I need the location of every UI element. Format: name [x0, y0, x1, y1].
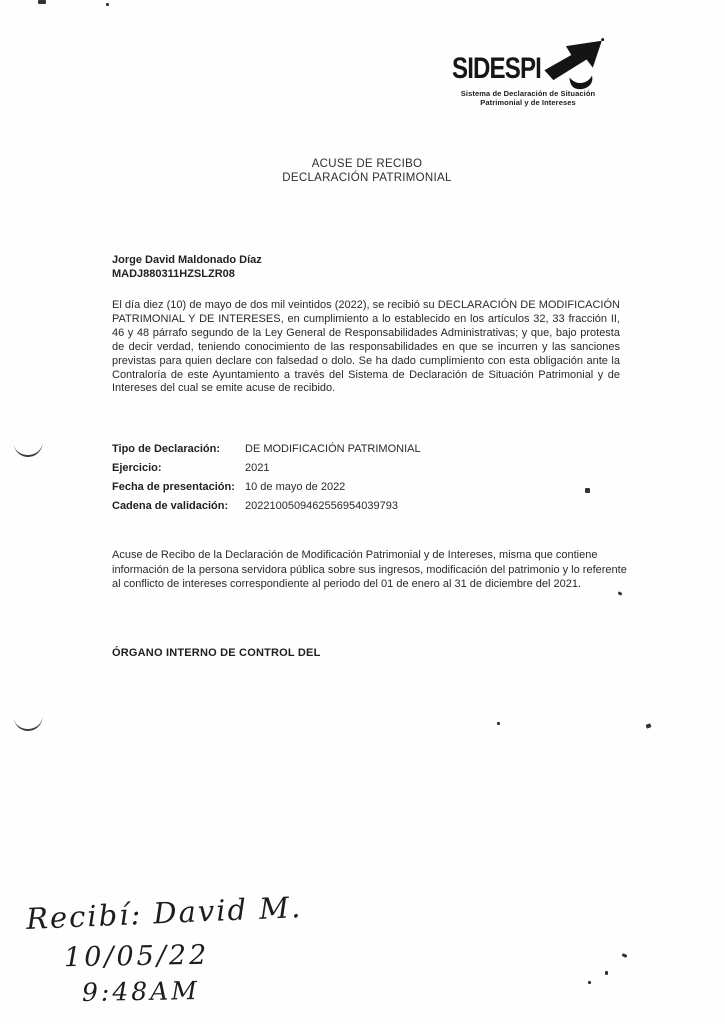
- arrow-up-right-icon: [542, 38, 606, 90]
- scan-speck: [38, 0, 46, 4]
- scan-speck: [605, 971, 608, 975]
- field-value: 2021: [245, 462, 270, 474]
- declaration-fields: [112, 440, 421, 516]
- title-line1: ACUSE DE RECIBO: [311, 158, 423, 170]
- logo-tagline-line2: Patrimonial y de Intereses: [480, 98, 576, 107]
- field-tipo-declaracion: [112, 440, 421, 459]
- field-fecha-presentacion: [112, 478, 421, 497]
- logo-tagline: [446, 89, 610, 107]
- pen-mark-arc: [13, 439, 43, 458]
- issuing-office-line: ÓRGANO INTERNO DE CONTROL DEL: [112, 647, 321, 659]
- summary-paragraph: Acuse de Recibo de la Declaración de Modificación Patrimonial y de Intereses, misma que contiene información de la persona servidora pública sobre sus ingresos, modificación del patrimonio y lo referente al conflicto de intereses correspondiente al periodo del 01 de enero al 31 de diciembre del 2021.: [112, 549, 627, 591]
- field-cadena-validacion: [112, 497, 421, 516]
- sidespi-logo: [446, 40, 610, 107]
- field-label: Ejercicio:: [112, 462, 162, 474]
- field-ejercicio: [112, 459, 421, 478]
- title-line2: DECLARACIÓN PATRIMONIAL: [282, 171, 452, 184]
- scan-speck: [588, 981, 591, 984]
- logo-brand-text: SIDESPI: [452, 52, 541, 85]
- field-label: Tipo de Declaración:: [112, 443, 220, 455]
- scan-speck: [106, 3, 109, 6]
- scan-speck: [618, 591, 623, 596]
- field-label: Fecha de presentación:: [112, 481, 235, 493]
- declarant-name: Jorge David Maldonado Díaz: [112, 254, 262, 266]
- receipt-paragraph: El día diez (10) de mayo de dos mil veintidos (2022), se recibió su DECLARACIÓN DE MODIFICACIÓN PATRIMONIAL Y DE INTERESES, en cumplimiento a lo establecido en los artículos 32, 33 fracción II, 46 y 48 párrafo segundo de la Ley General de Responsabilidades Administrativas; y que, bajo protesta de decir verdad, teniendo conocimiento de las responsabilidades en que se incurren y las sanciones previstas para quien declare con falsedad o dolo. Se ha dado cumplimiento con esta obligación ante la Contraloría de este Ayuntamiento a través del Sistema de Declaración de Situación Patrimonial y de Intereses del cual se emite acuse de recibido.: [112, 299, 620, 395]
- declarant-id: MADJ880311HZSLZR08: [112, 268, 235, 280]
- field-label: Cadena de validación:: [112, 500, 229, 512]
- scan-speck: [645, 723, 651, 728]
- logo-tagline-line1: Sistema de Declaración de Situación: [460, 89, 596, 98]
- scan-speck: [622, 953, 628, 958]
- logo-brand-row: [446, 40, 610, 88]
- handwritten-time: 9:48AM: [81, 975, 201, 1008]
- field-value: 10 de mayo de 2022: [245, 481, 346, 493]
- field-value: DE MODIFICACIÓN PATRIMONIAL: [245, 443, 421, 455]
- scan-speck: [585, 488, 590, 493]
- document-title: [112, 158, 622, 185]
- pen-mark-arc: [13, 713, 43, 732]
- field-value: 2022100509462556954039793: [245, 500, 398, 512]
- handwritten-received-by: Recibí: David M.: [25, 889, 303, 937]
- scan-speck: [497, 722, 500, 725]
- declarant-block: [112, 253, 262, 281]
- handwritten-date: 10/05/22: [63, 939, 210, 974]
